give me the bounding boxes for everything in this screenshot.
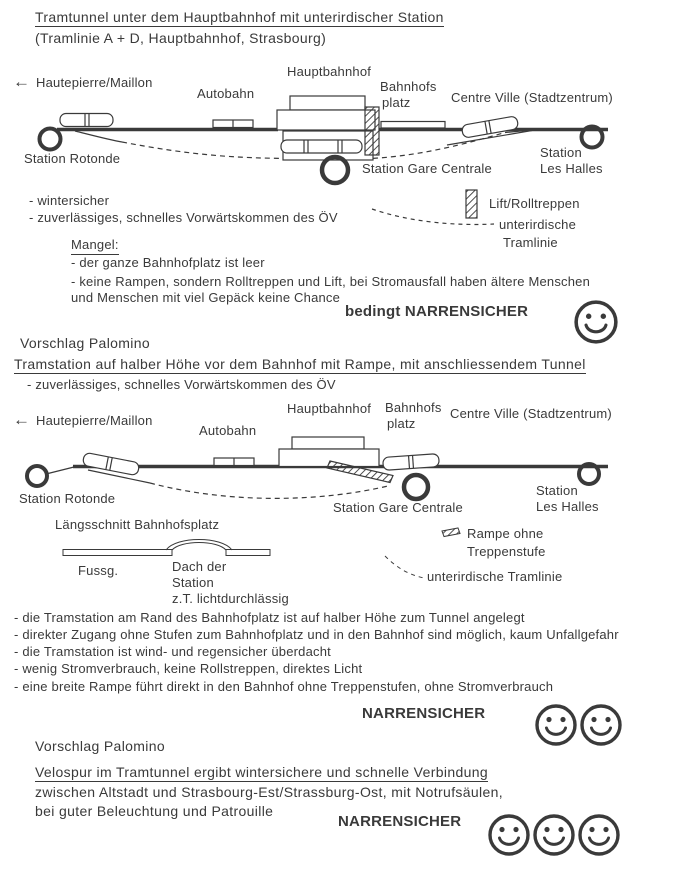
label-dach: Station [172, 575, 214, 590]
smiley-icon [579, 703, 623, 747]
label-platz: platz [387, 416, 416, 431]
label-station-gare: Station Gare Centrale [333, 500, 463, 515]
cross-section-heading: Längsschnitt Bahnhofsplatz [55, 517, 220, 532]
label-les-halles: Les Halles [540, 161, 603, 176]
diagram-halfheight-station [27, 437, 608, 499]
legend-rampe-label: Treppenstufe [467, 544, 546, 559]
body-line: zwischen Altstadt und Strasbourg-Est/Strassburg-Ost, mit Notrufsäulen, [35, 784, 504, 800]
building-roof [290, 96, 365, 110]
point-item: - eine breite Rampe führt direkt in den Bahnhof ohne Treppenstufen, ohne Stromverbrauch [14, 679, 554, 694]
left-arrow-icon: ← [13, 410, 30, 429]
diagram-tunnel-under-station [40, 96, 609, 183]
mangel-item: - keine Rampen, sondern Rolltreppen und Lift, bei Stromausfall haben ältere Menschen [71, 274, 591, 289]
label-platz: platz [382, 95, 411, 110]
legend-underground-label: unterirdische Tramlinie [427, 569, 563, 584]
station-gare-circle [322, 157, 348, 183]
smiley-icon [534, 703, 578, 747]
station-dome-outer [166, 540, 232, 551]
label-hauptbahnhof: Hauptbahnhof [287, 64, 372, 79]
tram-surface-right [461, 116, 518, 139]
circle-connector [46, 467, 74, 474]
label-station-gare: Station Gare Centrale [362, 161, 492, 176]
legend-1 [372, 190, 494, 224]
lift-legend-hatched [466, 190, 477, 218]
tram-underground [281, 140, 362, 153]
label-hauptbahnhof: Hauptbahnhof [287, 401, 372, 416]
tunnel-ramp-line [75, 131, 122, 142]
mangel-item: und Menschen mit viel Gepäck keine Chance [71, 290, 341, 305]
label-centre-ville: Centre Ville (Stadtzentrum) [450, 406, 612, 421]
mangel-heading: Mangel: [71, 238, 119, 255]
label-station-rotonde: Station Rotonde [24, 151, 121, 166]
section2-title: Tramstation auf halber Höhe vor dem Bahnhof mit Rampe, mit anschliessendem Tunnel [14, 356, 586, 374]
legend-rampe-label: Rampe ohne [467, 526, 544, 541]
point-item: - die Tramstation am Rand des Bahnhofplatz ist auf halber Höhe zum Tunnel angelegt [14, 610, 525, 625]
proposal-label: Vorschlag Palomino [20, 335, 151, 351]
label-station: Station [540, 145, 582, 160]
label-bahnhofs: Bahnhofs [385, 400, 442, 415]
legend-underground-label: unterirdische [499, 217, 577, 232]
pro-item: - wintersicher [29, 193, 110, 208]
verdict-text: bedingt NARRENSICHER [345, 303, 529, 320]
verdict-text: NARRENSICHER [338, 813, 462, 830]
left-arrow-icon: ← [13, 72, 30, 91]
tram-descending [82, 452, 139, 475]
label-dach: Dach der [172, 559, 227, 574]
walkway-right [226, 550, 270, 556]
proposal-label: Vorschlag Palomino [35, 738, 166, 754]
section1-subtitle: (Tramlinie A + D, Hauptbahnhof, Strasbourg) [35, 30, 327, 46]
station-dome-inner [172, 543, 226, 551]
label-les-halles: Les Halles [536, 499, 599, 514]
station-gare-circle [404, 475, 428, 499]
label-station: Station [536, 483, 578, 498]
smiley-icon [487, 813, 531, 857]
section3-title: Velospur im Tramtunnel ergibt wintersichere und schnelle Verbindung [35, 764, 488, 782]
lift-shaft-hatched [365, 107, 379, 155]
platform-block [381, 122, 445, 129]
legend-lift-label: Lift/Rolltreppen [489, 196, 580, 211]
point-item: - direkter Zugang ohne Stufen zum Bahnhofplatz und in den Bahnhof sind möglich, kaum Unfallgefahr [14, 627, 619, 642]
smiley-icon [577, 813, 621, 857]
smiley-icon [573, 299, 619, 345]
mangel-item: - der ganze Bahnhofplatz ist leer [71, 255, 265, 270]
label-bahnhofs: Bahnhofs [380, 79, 437, 94]
point-item: - wenig Stromverbrauch, keine Rollstreppen, direktes Licht [14, 661, 363, 676]
legend-pointer-dashed [385, 556, 424, 578]
cross-section-drawing [63, 540, 270, 556]
building-main [277, 110, 375, 130]
walkway-left [63, 550, 172, 556]
pro-item: - zuverlässiges, schnelles Vorwärtskommen des ÖV [27, 377, 336, 392]
smiley-icon [532, 813, 576, 857]
point-item: - die Tramstation ist wind- und regensicher überdacht [14, 644, 331, 659]
label-autobahn: Autobahn [197, 86, 255, 101]
station-rotonde-circle [40, 129, 61, 150]
body-line: bei guter Beleuchtung und Patrouille [35, 803, 274, 819]
label-hautepierre: Hautepierre/Maillon [36, 75, 153, 90]
verdict-text: NARRENSICHER [362, 705, 486, 722]
pro-item: - zuverlässiges, schnelles Vorwärtskommen des ÖV [29, 210, 338, 225]
label-station-rotonde: Station Rotonde [19, 491, 116, 506]
label-hautepierre: Hautepierre/Maillon [36, 413, 153, 428]
label-centre-ville: Centre Ville (Stadtzentrum) [451, 90, 613, 105]
underground-tramline-dashed [150, 483, 388, 498]
section1-title: Tramtunnel unter dem Hauptbahnhof mit unterirdischer Station [35, 9, 444, 27]
ramp-legend-hatched [442, 528, 460, 537]
label-autobahn: Autobahn [199, 423, 257, 438]
label-dach: z.T. lichtdurchlässig [172, 591, 289, 606]
tram-surface-left [60, 114, 113, 127]
label-fussg: Fussg. [78, 563, 119, 578]
legend-underground-label: Tramlinie [503, 235, 558, 250]
station-rotonde-circle [27, 466, 47, 486]
building-roof [292, 437, 364, 449]
